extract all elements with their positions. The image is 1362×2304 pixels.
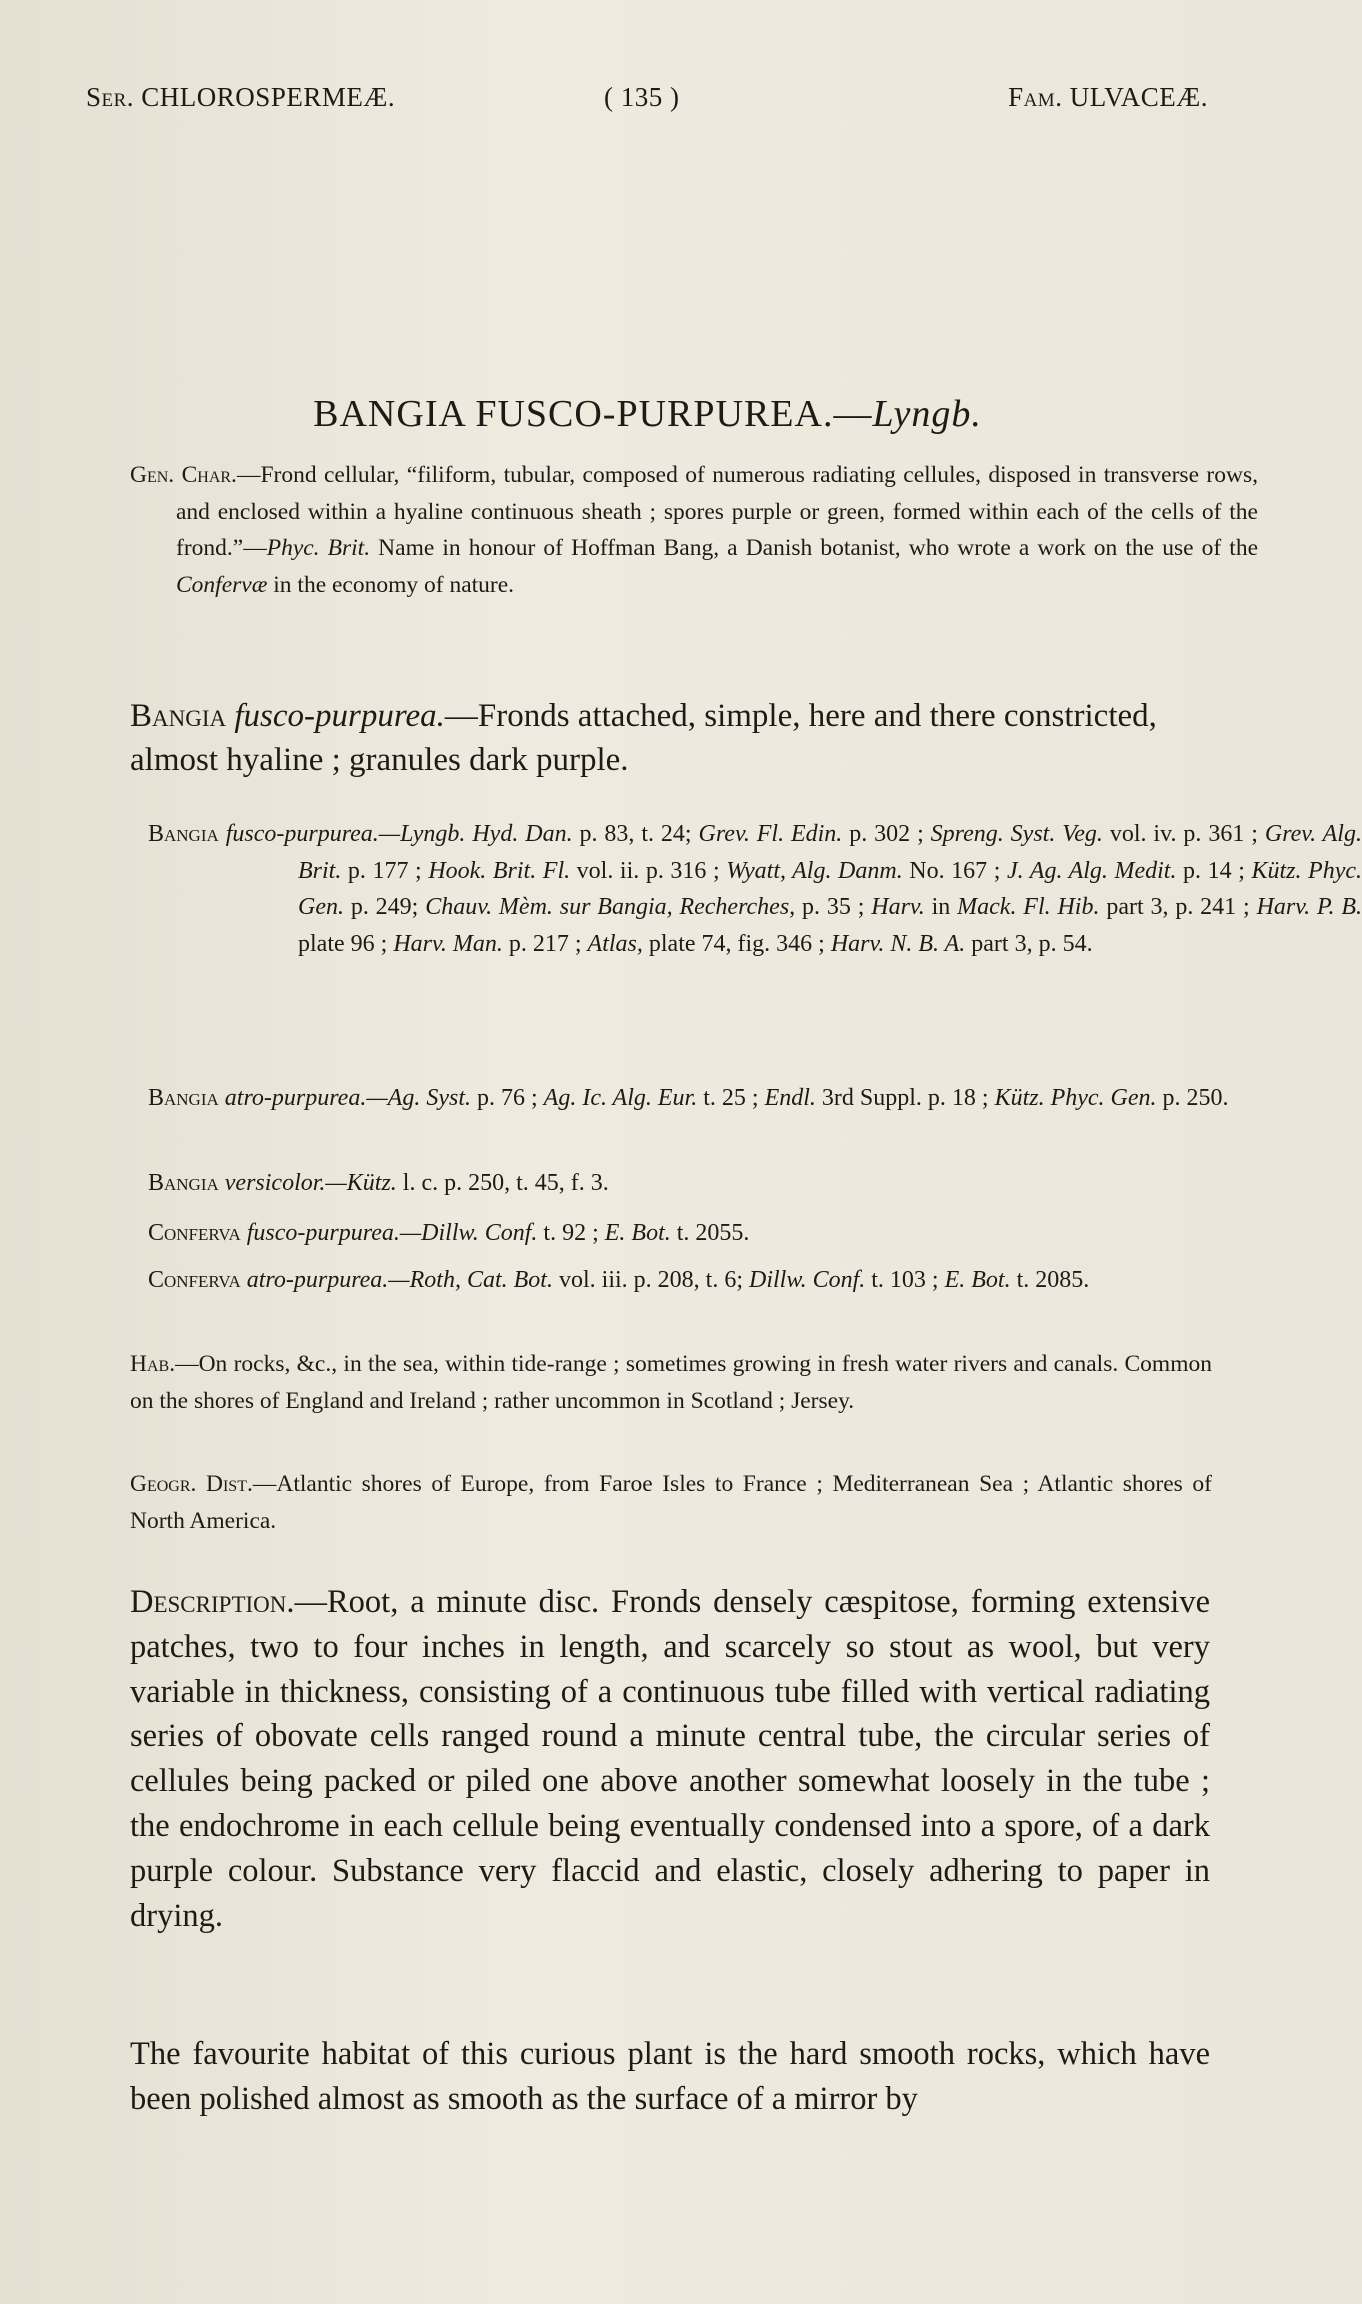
synonym-entry: Conferva fusco-purpurea.—Dillw. Conf. t. 92 ; E. Bot. t. 2055. xyxy=(148,1220,750,1246)
page-number: ( 135 ) xyxy=(604,82,680,112)
habitat-note: Hab.—On rocks, &c., in the sea, within tide-range ; sometimes growing in fresh water rivers and canals. Common on the shores of England and Ireland ; rather uncommon in Scotland ; Jersey. xyxy=(130,1351,1212,1414)
family-heading: Fam. ULVACEÆ. xyxy=(1008,82,1208,112)
geographic-distribution: Geogr. Dist.—Atlantic shores of Europe, from Faroe Isles to France ; Mediterranean Sea ; Atlantic shores of North America. xyxy=(130,1471,1212,1534)
synonym-entry: Bangia fusco-purpurea.—Lyngb. Hyd. Dan. p. 83, t. 24; Grev. Fl. Edin. p. 302 ; Spreng. Syst. Veg. vol. iv. p. 361 ; Grev. Alg. Brit. p. 177 ; Hook. Brit. Fl. vol. ii. p. 316 ; Wyatt, Alg. Danm. No. 167 ; J. Ag. Alg. Medit. p. 14 ; Kütz. Phyc. Gen. p. 249; Chauv. Mèm. sur Bangia, Recherches, p. 35 ; Harv. in Mack. Fl. Hib. part 3, p. 241 ; Harv. P. B. plate 96 ; Harv. Man. p. 217 ; Atlas, plate 74, fig. 346 ; Harv. N. B. A. part 3, p. 54. xyxy=(148,821,1362,957)
species-title: BANGIA FUSCO-PURPUREA.—Lyngb. xyxy=(313,393,982,435)
synonym-entry: Bangia atro-purpurea.—Ag. Syst. p. 76 ; Ag. Ic. Alg. Eur. t. 25 ; Endl. 3rd Suppl. p. 18 ; Kütz. Phyc. Gen. p. 250. xyxy=(148,1085,1229,1111)
series-heading: Ser. CHLOROSPERMEÆ. xyxy=(86,82,396,112)
species-diagnosis: Bangia fusco-purpurea.—Fronds attached, simple, here and there constricted, almost hyaline ; granules dark purple. xyxy=(130,698,1157,778)
running-head xyxy=(86,82,1208,122)
synonym-entry: Bangia versicolor.—Kütz. l. c. p. 250, t. 45, f. 3. xyxy=(148,1170,609,1196)
synonym-entry: Conferva atro-purpurea.—Roth, Cat. Bot. vol. iii. p. 208, t. 6; Dillw. Conf. t. 103 ; E. Bot. t. 2085. xyxy=(148,1267,1090,1293)
habitat-paragraph: The favourite habitat of this curious plant is the hard smooth rocks, which have been polished almost as smooth as the surface of a mirror by xyxy=(130,2036,1210,2117)
description-paragraph: Description.—Root, a minute disc. Fronds densely cæspitose, forming extensive patches, two to four inches in length, and scarcely so stout as wool, but very variable in thickness, consisting of a continuous tube filled with vertical radiating series of obovate cells ranged round a minute central tube, the circular series of cellules being packed or piled one above another somewhat loosely in the tube ; the endochrome in each cellule being eventually condensed into a spore, of a dark purple colour. Substance very flaccid and elastic, closely adhering to paper in drying. xyxy=(130,1584,1210,1934)
genus-character: Gen. Char.—Frond cellular, “filiform, tubular, composed of numerous radiating cellules, disposed in transverse rows, and enclosed within a hyaline continuous sheath ; spores purple or green, formed within each of the cells of the frond.”—Phyc. Brit. Name in honour of Hoffman Bang, a Danish botanist, who wrote a work on the use of the Confervæ in the economy of nature. xyxy=(130,462,1258,598)
